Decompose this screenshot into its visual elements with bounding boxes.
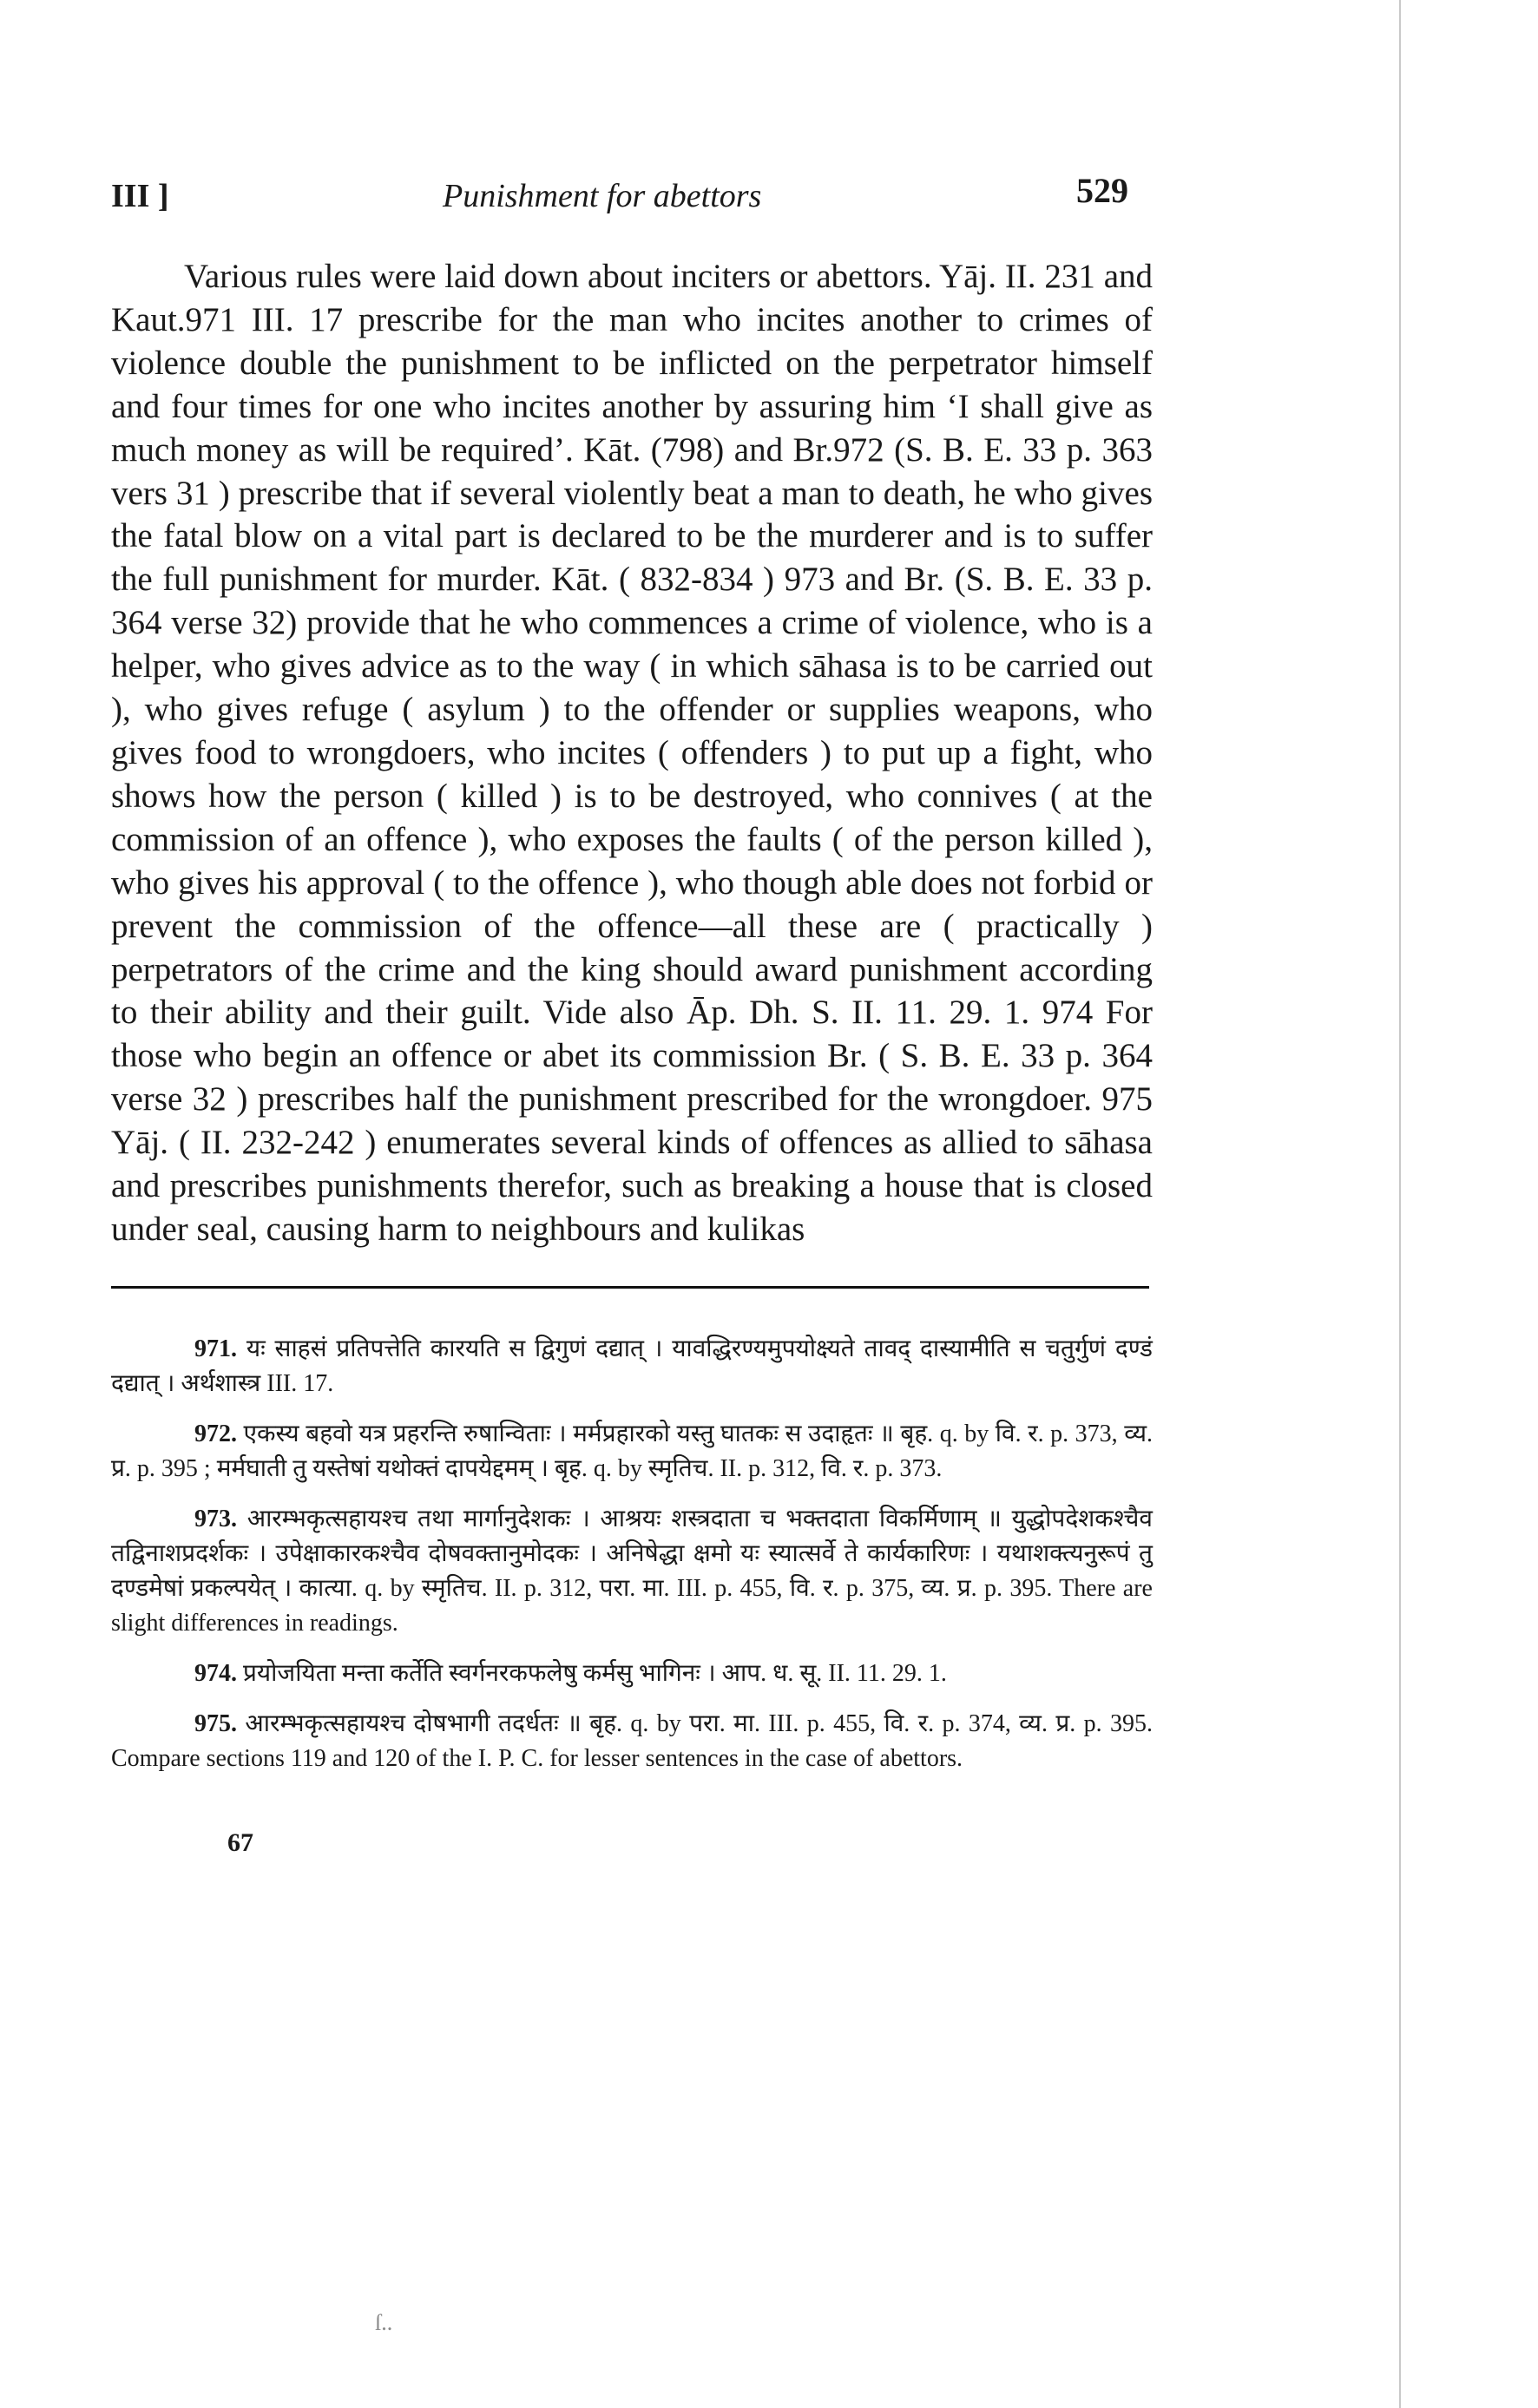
footnote-mark: 974.	[194, 1659, 237, 1687]
footnote-separator	[111, 1286, 1149, 1289]
footnote-text: आरम्भकृत्सहायश्च तथा मार्गानुदेशकः । आश्रयः शस्त्रदाता च भक्तदाता विकर्मिणाम् ॥ युद्धोपदेशकश्चैव तद्विनाशप्रदर्शकः । उपेक्षाकारकश्चैव दोषवक्तानुमोदकः । अनिषेद्धा क्षमो यः स्यात्सर्वे ते कार्यकारिणः । यथाशक्त्यनुरूपं तु दण्डमेषां प्रकल्पयेत् । कात्या. q. by स्मृतिच. II. p. 312, परा. मा. III. p. 455, वि. र. p. 375, व्य. प्र. p. 395. There are slight differences in readings.	[111, 1505, 1154, 1637]
chapter-number: III ]	[111, 178, 169, 214]
footnote-mark: 973.	[194, 1505, 237, 1532]
footnote-mark: 971.	[194, 1335, 237, 1362]
page-edge-line	[1399, 0, 1401, 2408]
footnote-971	[111, 1332, 1153, 1401]
signature-mark: 67	[227, 1827, 253, 1857]
footnote-text: प्रयोजयिता मन्ता कर्तेति स्वर्गनरकफलेषु कर्मसु भागिनः । आप. ध. सू. II. 11. 29. 1.	[243, 1659, 947, 1687]
page-number: 529	[1076, 171, 1128, 210]
footnote-mark: 975.	[194, 1709, 237, 1737]
book-page	[111, 170, 1153, 1858]
stray-mark: ſ..	[375, 2310, 393, 2335]
footnote-975	[111, 1707, 1153, 1776]
footnote-974	[111, 1657, 1153, 1691]
footnote-973	[111, 1502, 1153, 1641]
footnote-text: आरम्भकृत्सहायश्च दोषभागी तदर्धतः ॥ बृह. q. by परा. मा. III. p. 455, वि. र. p. 374, व्य. प्र. p. 395. Compare sections 119 and 120 of the I. P. C. for lesser sentences in the case of abettors.	[111, 1709, 1154, 1772]
running-head	[111, 170, 1153, 219]
body-paragraph: Various rules were laid down about inciters or abettors. Yāj. II. 231 and Kaut.971 III. 17 prescribe for the man who incites another to crimes of violence double the punishment to be inflicted on the perpetrator himself and four times for one who incites another by assuring him ‘I shall give as much money as will be required’. Kāt. (798) and Br.972 (S. B. E. 33 p. 363 vers 31 ) prescribe that if several violently beat a man to death, he who gives the fatal blow on a vital part is declared to be the murderer and is to suffer the full punishment for murder. Kāt. ( 832-834 ) 973 and Br. (S. B. E. 33 p. 364 verse 32) provide that he who commences a crime of violence, who is a helper, who gives advice as to the way ( in which sāhasa is to be carried out ), who gives refuge ( asylum ) to the offender or supplies weapons, who gives food to wrongdoers, who incites ( offenders ) to put up a fight, who shows how the person ( killed ) is to be destroyed, who connives ( at the commission of an offence ), who exposes the faults ( of the person killed ), who gives his approval ( to the offence ), who though able does not forbid or prevent the commission of the offence—all these are ( practically ) perpetrators of the crime and the king should award punishment according to their ability and their guilt. Vide also Āp. Dh. S. II. 11. 29. 1. 974 For those who begin an offence or abet its commission Br. ( S. B. E. 33 p. 364 verse 32 ) prescribes half the punishment prescribed for the wrongdoer. 975 Yāj. ( II. 232-242 ) enumerates several kinds of offences as allied to sāhasa and prescribes punishments therefor, such as breaking a house that is closed under seal, causing harm to neighbours and kulikas	[111, 258, 1153, 1248]
footnote-text: यः साहसं प्रतिपत्तेति कारयति स द्विगुणं दद्यात् । यावद्धिरण्यमुपयोक्ष्यते तावद् दास्यामीति स चतुर्गुणं दण्डं दद्यात् । अर्थशास्त्र III. 17.	[111, 1335, 1153, 1397]
running-title: Punishment for abettors	[443, 178, 762, 214]
footnote-text: एकस्य बहवो यत्र प्रहरन्ति रुषान्विताः । मर्मप्रहारको यस्तु घातकः स उदाहृतः ॥ बृह. q. by वि. र. p. 373, व्य. प्र. p. 395 ; मर्मघाती तु यस्तेषां यथोक्तं दापयेद्दमम् । बृह. q. by स्मृतिच. II. p. 312, वि. र. p. 373.	[111, 1420, 1154, 1482]
footnote-mark: 972.	[194, 1420, 237, 1447]
footnotes	[111, 1332, 1153, 1776]
footnote-972	[111, 1417, 1153, 1486]
